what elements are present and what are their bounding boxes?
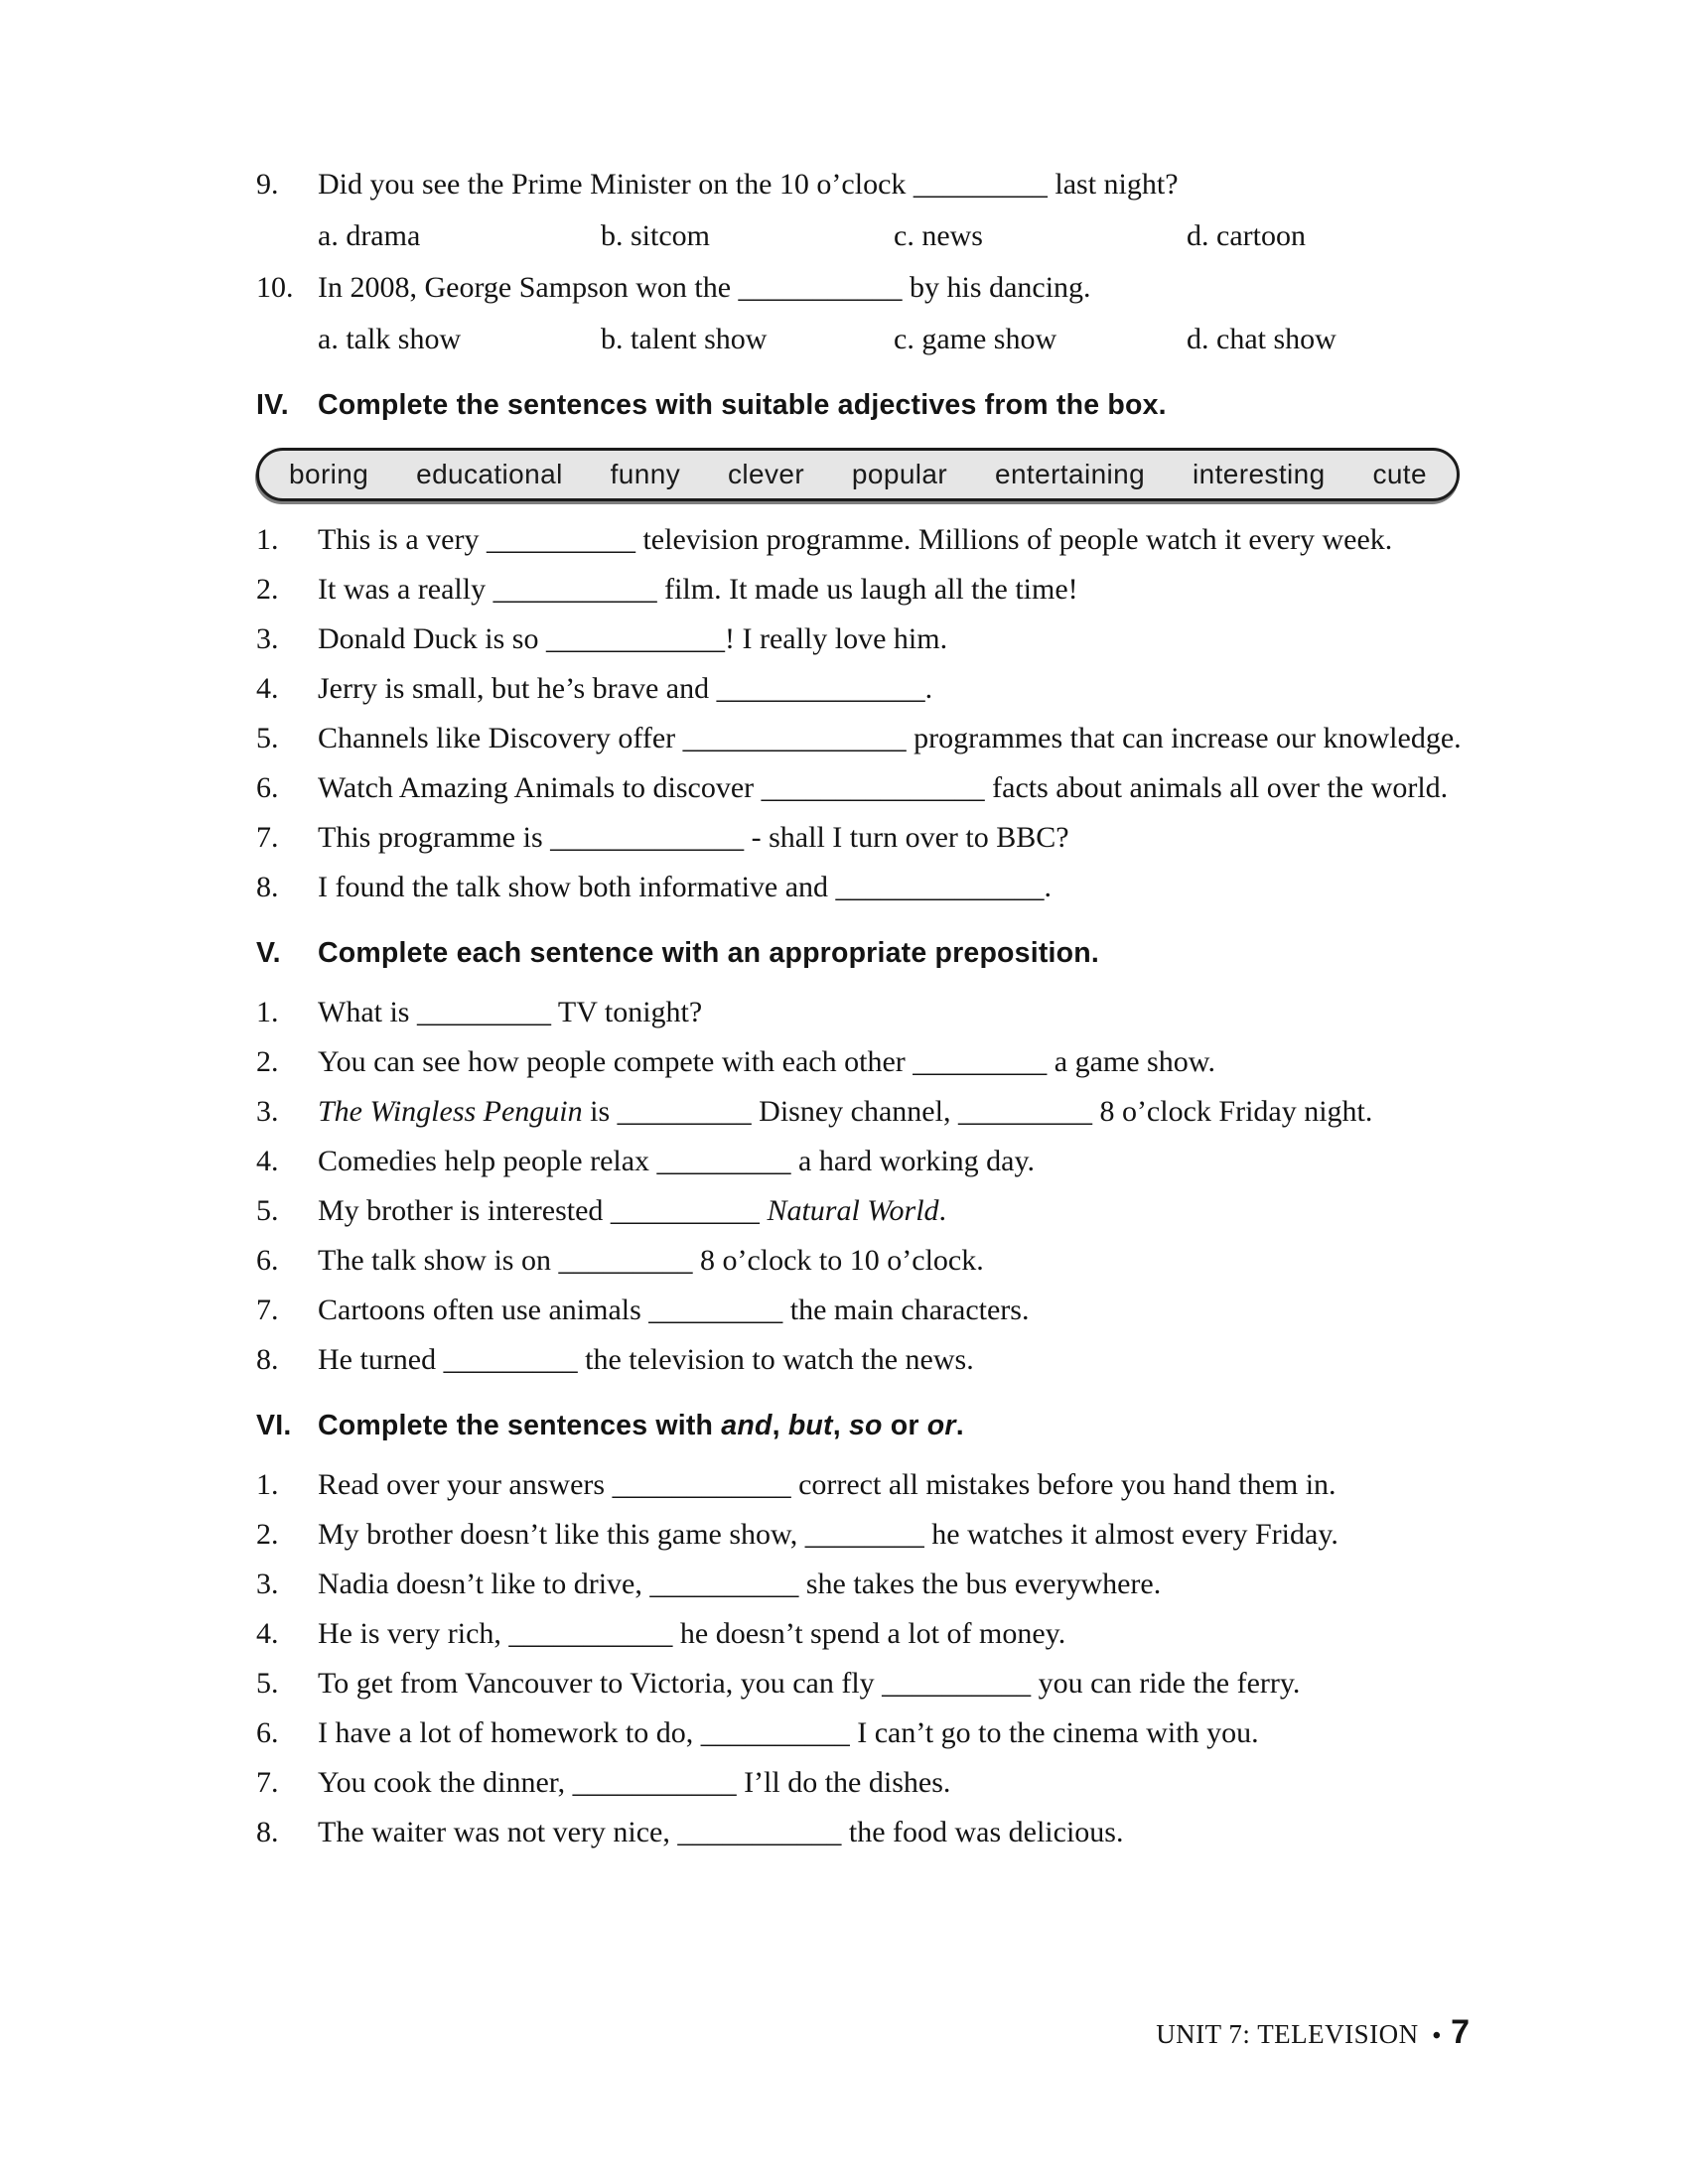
sentence-text — [318, 1762, 1475, 1803]
sentence-text — [318, 1190, 1475, 1231]
item-number: 4. — [256, 1145, 279, 1177]
exercise-item — [256, 992, 1477, 1032]
text-segment: . — [955, 1410, 964, 1441]
text-segment: This programme is _____________ - shall I turn over to BBC? — [318, 821, 1069, 854]
exercise-item — [256, 1464, 1477, 1505]
word-box-word: cute — [1372, 459, 1427, 489]
question-item — [256, 267, 1477, 308]
options-row — [318, 319, 1477, 359]
text-segment: so — [848, 1410, 883, 1441]
option-label: b. talent show — [601, 323, 768, 355]
word-box-word: boring — [289, 459, 369, 489]
sentence-text — [318, 1564, 1475, 1604]
section-title — [318, 933, 1475, 974]
sentence-text — [318, 1514, 1475, 1555]
item-number: 2. — [256, 573, 279, 606]
exercise-item — [256, 1712, 1477, 1753]
sentence-text — [318, 1240, 1475, 1281]
sentence-text — [318, 618, 1475, 659]
text-segment: Read over your answers ____________ correct all mistakes before you hand them in. — [318, 1468, 1336, 1501]
exercise-item — [256, 867, 1477, 907]
text-segment: The waiter was not very nice, ___________ the food was delicious. — [318, 1816, 1124, 1848]
text-segment: Comedies help people relax _________ a hard working day. — [318, 1145, 1036, 1177]
exercise-item — [256, 1290, 1477, 1330]
text-segment: You can see how people compete with each other _________ a game show. — [318, 1045, 1215, 1078]
text-segment: To get from Vancouver to Victoria, you can fly __________ you can ride the ferry. — [318, 1667, 1301, 1700]
option-label: a. drama — [318, 219, 421, 252]
item-number: 9. — [256, 168, 279, 201]
item-number: 6. — [256, 771, 279, 804]
exercise-item — [256, 767, 1477, 808]
exercise-item — [256, 519, 1477, 560]
page-footer — [1156, 2013, 1470, 2052]
exercise-item — [256, 1339, 1477, 1380]
item-number: 2. — [256, 1518, 279, 1551]
text-segment: Jerry is small, but he’s brave and ______________. — [318, 672, 933, 705]
sentence-text — [318, 1464, 1475, 1505]
section-heading — [256, 933, 1477, 974]
exercise-item — [256, 1564, 1477, 1604]
sentence-text — [318, 718, 1475, 758]
sentence-text — [318, 1712, 1475, 1753]
sentence-text — [318, 767, 1475, 808]
exercise-item — [256, 1041, 1477, 1082]
section-numeral: IV. — [256, 389, 289, 421]
text-segment: Cartoons often use animals _________ the main characters. — [318, 1294, 1030, 1326]
word-box-word: popular — [851, 459, 948, 489]
sentence-text — [318, 817, 1475, 858]
sentence-text — [318, 519, 1475, 560]
sentence-text — [318, 668, 1475, 709]
text-segment: is _________ Disney channel, _________ 8 o’clock Friday night. — [582, 1095, 1373, 1128]
text-segment: He turned _________ the television to watch the news. — [318, 1343, 974, 1376]
text-segment: or — [926, 1410, 956, 1441]
option-label: d. cartoon — [1187, 219, 1306, 252]
sentence-text — [318, 1613, 1475, 1654]
item-number: 3. — [256, 622, 279, 655]
text-segment: but — [787, 1410, 833, 1441]
multiple-choice-block — [256, 164, 1477, 359]
item-number: 10. — [256, 271, 294, 304]
item-number: 5. — [256, 722, 279, 754]
page-number: 7 — [1451, 2013, 1470, 2051]
item-number: 5. — [256, 1194, 279, 1227]
exercise-item — [256, 1663, 1477, 1704]
text-segment: The Wingless Penguin — [318, 1095, 583, 1128]
question-text: Did you see the Prime Minister on the 10 o’clock _________ last night? — [318, 168, 1179, 201]
item-number: 1. — [256, 996, 279, 1028]
section-numeral: VI. — [256, 1410, 292, 1441]
item-number: 6. — [256, 1244, 279, 1277]
unit-label: UNIT 7: TELEVISION — [1156, 2019, 1419, 2049]
exercise-item — [256, 1514, 1477, 1555]
item-number: 8. — [256, 871, 279, 903]
item-number: 3. — [256, 1568, 279, 1600]
exercise-item — [256, 1812, 1477, 1852]
item-number: 5. — [256, 1667, 279, 1700]
word-box-word: clever — [727, 459, 805, 489]
text-segment: and — [721, 1410, 773, 1441]
exercise-item — [256, 1141, 1477, 1181]
item-number: 7. — [256, 821, 279, 854]
sentence-text — [318, 1041, 1475, 1082]
word-box — [256, 448, 1460, 501]
sentence-text — [318, 1290, 1475, 1330]
sentence-text — [318, 1141, 1475, 1181]
option-label: c. game show — [894, 323, 1057, 355]
word-box-word: interesting — [1192, 459, 1326, 489]
option-label: b. sitcom — [601, 219, 710, 252]
exercise-sections — [256, 385, 1477, 1852]
bullet-separator: • — [1432, 2023, 1442, 2049]
word-box-word: educational — [416, 459, 563, 489]
text-segment: Natural World — [767, 1194, 939, 1227]
text-segment: Nadia doesn’t like to drive, __________ she takes the bus everywhere. — [318, 1568, 1162, 1600]
text-segment: I found the talk show both informative and ______________. — [318, 871, 1053, 903]
item-number: 8. — [256, 1816, 279, 1848]
text-segment: Watch Amazing Animals to discover _______________ facts about animals all over the world. — [318, 771, 1449, 804]
exercise-item — [256, 1762, 1477, 1803]
question-item — [256, 164, 1477, 205]
item-number: 6. — [256, 1716, 279, 1749]
exercise-item — [256, 1240, 1477, 1281]
exercise-item — [256, 1190, 1477, 1231]
text-segment: I have a lot of homework to do, __________ I can’t go to the cinema with you. — [318, 1716, 1259, 1749]
section-heading — [256, 385, 1477, 426]
item-number: 1. — [256, 523, 279, 556]
section-title — [318, 385, 1475, 426]
text-segment: It was a really ___________ film. It made us laugh all the time! — [318, 573, 1078, 606]
exercise-item — [256, 569, 1477, 610]
text-segment: Complete the sentences with — [318, 1410, 722, 1441]
text-segment: Complete the sentences with suitable adjectives from the box. — [318, 389, 1167, 421]
text-segment: . — [938, 1194, 947, 1227]
text-segment: , — [832, 1410, 849, 1441]
word-box-word: funny — [610, 459, 681, 489]
text-segment: Complete each sentence with an appropriate preposition. — [318, 937, 1099, 969]
text-segment: Donald Duck is so ____________! I really love him. — [318, 622, 948, 655]
exercise-item — [256, 668, 1477, 709]
text-segment: , — [772, 1410, 788, 1441]
exercise-item — [256, 718, 1477, 758]
text-segment: He is very rich, ___________ he doesn’t spend a lot of money. — [318, 1617, 1066, 1650]
sentence-text — [318, 569, 1475, 610]
page-content — [256, 164, 1477, 1852]
item-number: 3. — [256, 1095, 279, 1128]
text-segment: My brother doesn’t like this game show, ________ he watches it almost every Friday. — [318, 1518, 1338, 1551]
text-segment: Channels like Discovery offer _______________ programmes that can increase our knowledge. — [318, 722, 1462, 754]
text-segment: The talk show is on _________ 8 o’clock to 10 o’clock. — [318, 1244, 984, 1277]
question-text: In 2008, George Sampson won the ___________ by his dancing. — [318, 271, 1091, 304]
item-number: 1. — [256, 1468, 279, 1501]
sentence-text — [318, 1339, 1475, 1380]
word-box-word: entertaining — [994, 459, 1146, 489]
sentence-text — [318, 1812, 1475, 1852]
exercise-item — [256, 1613, 1477, 1654]
text-segment: You cook the dinner, ___________ I’ll do the dishes. — [318, 1766, 951, 1799]
section-title — [318, 1406, 1475, 1446]
section-numeral: V. — [256, 937, 281, 969]
sentence-text — [318, 992, 1475, 1032]
text-segment: or — [882, 1410, 927, 1441]
item-number: 7. — [256, 1294, 279, 1326]
sentence-text — [318, 1663, 1475, 1704]
sentence-text — [318, 867, 1475, 907]
text-segment: What is _________ TV tonight? — [318, 996, 703, 1028]
item-number: 4. — [256, 1617, 279, 1650]
option-label: c. news — [894, 219, 983, 252]
option-label: d. chat show — [1187, 323, 1336, 355]
item-number: 2. — [256, 1045, 279, 1078]
item-number: 7. — [256, 1766, 279, 1799]
options-row — [318, 215, 1477, 256]
exercise-item — [256, 618, 1477, 659]
item-number: 4. — [256, 672, 279, 705]
exercise-item — [256, 1091, 1477, 1132]
item-number: 8. — [256, 1343, 279, 1376]
section-heading — [256, 1406, 1477, 1446]
option-label: a. talk show — [318, 323, 462, 355]
sentence-text — [318, 1091, 1475, 1132]
exercise-item — [256, 817, 1477, 858]
text-segment: This is a very __________ television programme. Millions of people watch it every week. — [318, 523, 1393, 556]
text-segment: My brother is interested __________ — [318, 1194, 768, 1227]
